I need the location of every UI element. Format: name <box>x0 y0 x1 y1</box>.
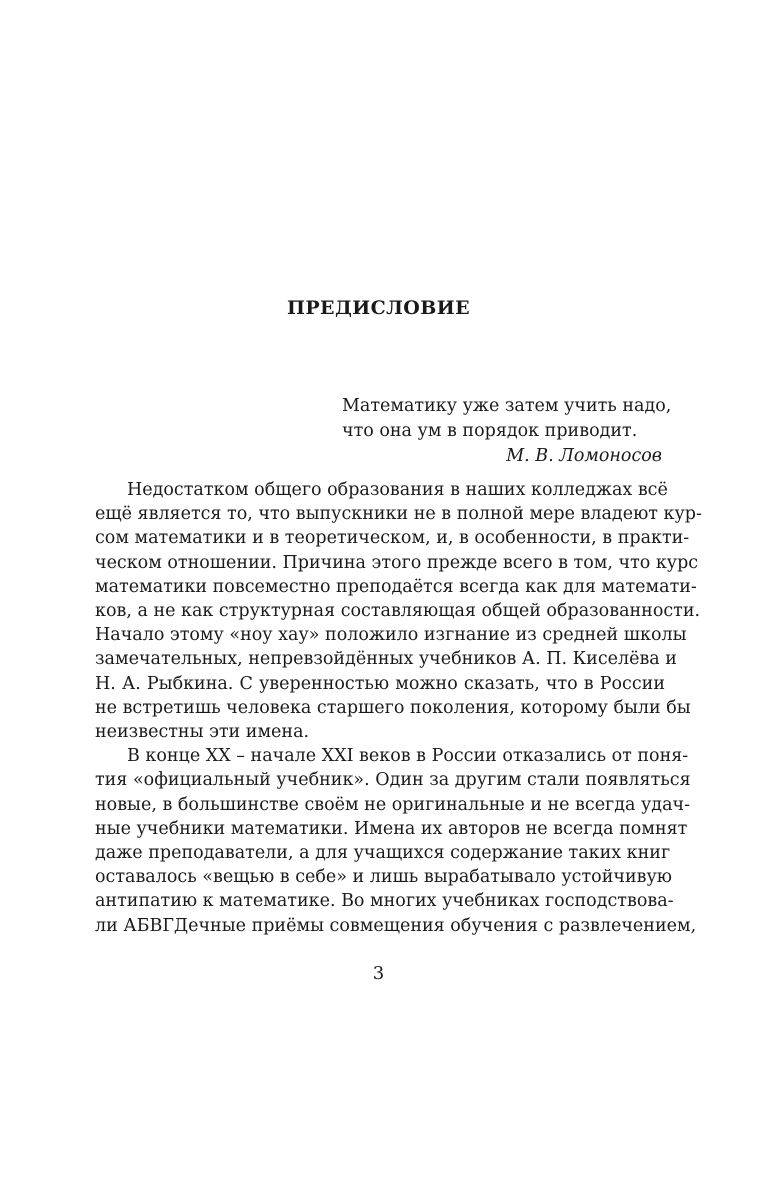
page-title: ПРЕДИСЛОВИЕ <box>287 297 470 319</box>
paragraph-2 <box>95 744 697 938</box>
body-text <box>95 478 702 938</box>
epigraph <box>342 394 672 469</box>
text-line: антипатию к математике. Во многих учебниках господствова- <box>95 891 674 912</box>
text-line: тия «официальный учебник». Один за другим стали появляться <box>95 770 691 791</box>
paragraph-1 <box>95 478 702 744</box>
text-line: математики повсеместно преподаётся всегда как для математи- <box>95 576 697 597</box>
text-line: новые, в большинстве своём не оригинальные и не всегда удач- <box>95 794 690 815</box>
text-line: даже преподаватели, а для учащихся содержание таких книг <box>95 843 671 864</box>
text-line: не встретишь человека старшего поколения, которому были бы <box>95 697 691 718</box>
text-line: неизвестны эти имена. <box>95 722 310 743</box>
page-number: 3 <box>372 963 385 984</box>
epigraph-line: Математику уже затем учить надо, <box>342 396 672 416</box>
text-line: оставалось «вещью в себе» и лишь вырабатывало устойчивую <box>95 867 672 888</box>
epigraph-line: что она ум в порядок приводит. <box>342 421 638 441</box>
text-line: Н. А. Рыбкина. С уверенностью можно сказать, что в России <box>95 673 665 694</box>
text-line: В конце XX – начале XXI веков в России отказались от поня- <box>127 746 689 767</box>
text-line: ков, а не как структурная составляющая общей образованности. <box>95 601 701 622</box>
text-line: ещё является то, что выпускники не в полной мере владеют кур- <box>95 504 702 525</box>
text-line: Начало этому «ноу хау» положило изгнание из средней школы <box>95 625 687 646</box>
epigraph-author: М. В. Ломоносов <box>506 446 662 466</box>
text-line: замечательных, непревзойдённых учебников А. П. Киселёва и <box>95 649 677 670</box>
text-line: ли АБВГДечные приёмы совмещения обучения с развлечением, <box>95 915 697 936</box>
text-line: ные учебники математики. Имена их авторов не всегда помнят <box>95 818 688 839</box>
text-line: Недостатком общего образования в наших колледжах всё <box>127 480 668 500</box>
text-line: ческом отношении. Причина этого прежде всего в том, что курс <box>95 552 699 573</box>
text-line: сом математики и в теоретическом, и, в особенности, в практи- <box>95 528 690 549</box>
